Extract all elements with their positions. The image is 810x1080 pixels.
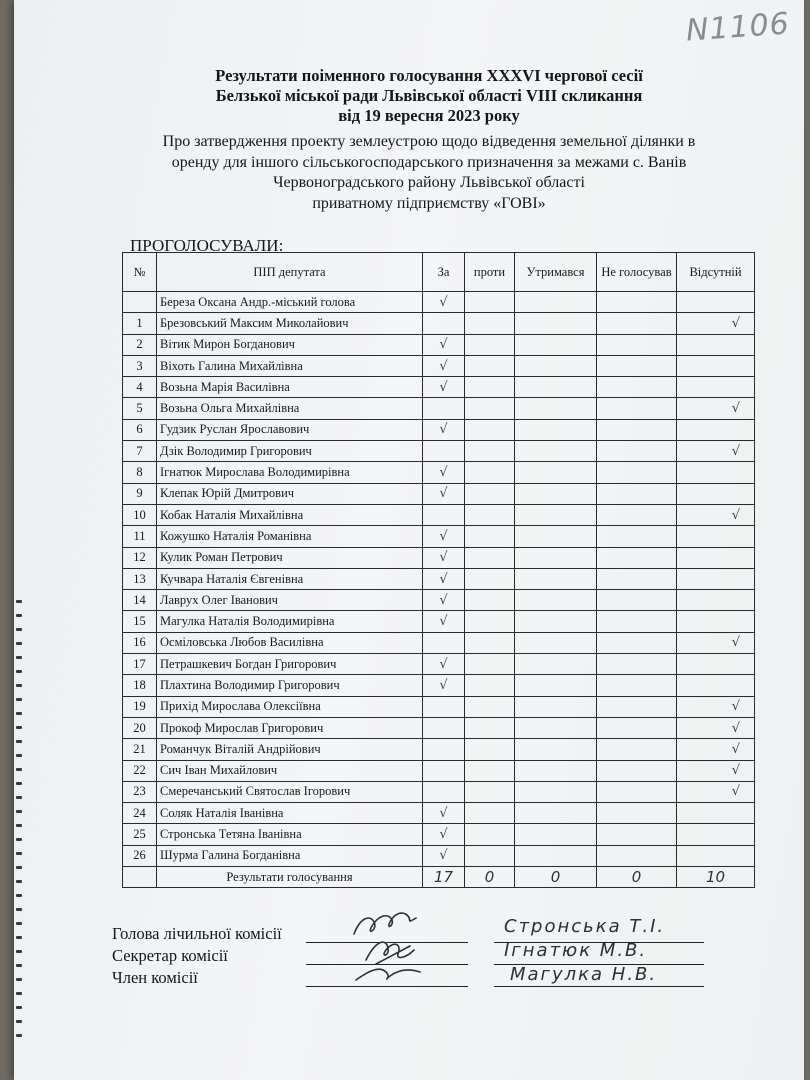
vote-against-mark	[465, 313, 515, 334]
table-header-row	[123, 253, 755, 292]
vote-absent-mark	[677, 483, 755, 504]
deputy-name: Кучвара Наталія Євгенівна	[157, 568, 423, 589]
deputy-name: Возьна Ольга Михайлівна	[157, 398, 423, 419]
vote-abstained-mark	[515, 824, 597, 845]
vote-abstained-mark	[515, 355, 597, 376]
vote-for-mark: √	[423, 547, 465, 568]
title-line-1: Результати поіменного голосування XXXVI чергової сесії	[215, 66, 643, 85]
vote-abstained-mark	[515, 398, 597, 419]
vote-against-mark	[465, 398, 515, 419]
row-number	[123, 292, 157, 313]
document-title	[104, 66, 754, 126]
deputy-name: Шурма Галина Богданівна	[157, 845, 423, 866]
table-row	[123, 483, 755, 504]
vote-absent-mark	[677, 568, 755, 589]
table-row	[123, 419, 755, 440]
secretary-name: Ігнатюк М.В.	[504, 940, 648, 961]
deputy-name: Кулик Роман Петрович	[157, 547, 423, 568]
vote-abstained-mark	[515, 547, 597, 568]
table-row	[123, 398, 755, 419]
vote-not-voted-mark	[597, 441, 677, 462]
vote-not-voted-mark	[597, 355, 677, 376]
vote-absent-mark	[677, 419, 755, 440]
header-for: За	[423, 253, 465, 292]
vote-against-mark	[465, 504, 515, 525]
row-number: 14	[123, 590, 157, 611]
vote-against-mark	[465, 824, 515, 845]
vote-not-voted-mark	[597, 568, 677, 589]
vote-not-voted-mark	[597, 504, 677, 525]
vote-against-mark	[465, 419, 515, 440]
row-number: 12	[123, 547, 157, 568]
vote-absent-mark	[677, 845, 755, 866]
row-number: 10	[123, 504, 157, 525]
binder-dot	[16, 894, 22, 897]
vote-not-voted-mark	[597, 696, 677, 717]
vote-for-mark: √	[423, 654, 465, 675]
row-number: 9	[123, 483, 157, 504]
binder-dot	[16, 1006, 22, 1009]
binder-dot	[16, 726, 22, 729]
vote-not-voted-mark	[597, 654, 677, 675]
binder-dot	[16, 922, 22, 925]
total-abstained: 0	[515, 867, 597, 888]
vote-for-mark: √	[423, 845, 465, 866]
table-row	[123, 292, 755, 313]
vote-absent-mark: √	[677, 632, 755, 653]
table-row	[123, 526, 755, 547]
header-num: №	[123, 253, 157, 292]
vote-absent-mark	[677, 526, 755, 547]
row-number: 6	[123, 419, 157, 440]
header-name: ПІП депутата	[157, 253, 423, 292]
member-name: Магулка Н.В.	[510, 964, 658, 985]
deputy-name: Клепак Юрій Дмитрович	[157, 483, 423, 504]
deputy-name: Лаврух Олег Іванович	[157, 590, 423, 611]
vote-abstained-mark	[515, 632, 597, 653]
table-row	[123, 504, 755, 525]
vote-table	[122, 252, 755, 888]
document-page	[14, 0, 804, 1080]
vote-absent-mark	[677, 675, 755, 696]
vote-absent-mark: √	[677, 717, 755, 738]
row-number: 20	[123, 717, 157, 738]
vote-against-mark	[465, 568, 515, 589]
vote-against-mark	[465, 483, 515, 504]
vote-for-mark	[423, 504, 465, 525]
table-row	[123, 611, 755, 632]
vote-for-mark	[423, 760, 465, 781]
table-row	[123, 590, 755, 611]
vote-for-mark	[423, 398, 465, 419]
vote-absent-mark	[677, 590, 755, 611]
vote-abstained-mark	[515, 803, 597, 824]
table-row	[123, 632, 755, 653]
vote-not-voted-mark	[597, 419, 677, 440]
vote-abstained-mark	[515, 845, 597, 866]
binder-edge	[14, 0, 28, 1080]
vote-for-mark: √	[423, 526, 465, 547]
vote-absent-mark	[677, 377, 755, 398]
handwritten-signatures	[336, 900, 436, 990]
table-row	[123, 696, 755, 717]
binder-dot	[16, 614, 22, 617]
commission-chair-role: Голова лічильної комісії	[112, 924, 282, 943]
deputy-name: Смеречанський Святослав Ігорович	[157, 781, 423, 802]
vote-for-mark: √	[423, 568, 465, 589]
vote-absent-mark: √	[677, 504, 755, 525]
row-number: 26	[123, 845, 157, 866]
deputy-name: Петрашкевич Богдан Григорович	[157, 654, 423, 675]
deputy-name: Кобак Наталія Михайлівна	[157, 504, 423, 525]
row-number: 8	[123, 462, 157, 483]
deputy-name: Соляк Наталія Іванівна	[157, 803, 423, 824]
row-number: 5	[123, 398, 157, 419]
deputy-name: Ігнатюк Мирослава Володимирівна	[157, 462, 423, 483]
vote-against-mark	[465, 334, 515, 355]
vote-against-mark	[465, 654, 515, 675]
vote-not-voted-mark	[597, 781, 677, 802]
table-row	[123, 781, 755, 802]
row-number: 17	[123, 654, 157, 675]
deputy-name: Возьна Марія Василівна	[157, 377, 423, 398]
binder-dot	[16, 1034, 22, 1037]
subject-line-2: оренду для іншого сільськогосподарського призначення за межами с. Ванів	[171, 153, 687, 171]
binder-dot	[16, 978, 22, 981]
row-number: 21	[123, 739, 157, 760]
vote-abstained-mark	[515, 568, 597, 589]
binder-dot	[16, 908, 22, 911]
vote-absent-mark: √	[677, 398, 755, 419]
deputy-name: Вітик Мирон Богданович	[157, 334, 423, 355]
vote-abstained-mark	[515, 441, 597, 462]
vote-abstained-mark	[515, 526, 597, 547]
deputy-name: Прихід Мирослава Олексіївна	[157, 696, 423, 717]
binder-dot	[16, 810, 22, 813]
vote-abstained-mark	[515, 675, 597, 696]
vote-not-voted-mark	[597, 803, 677, 824]
table-row	[123, 654, 755, 675]
vote-absent-mark	[677, 547, 755, 568]
binder-dot	[16, 880, 22, 883]
deputy-name: Стронська Тетяна Іванівна	[157, 824, 423, 845]
vote-for-mark: √	[423, 377, 465, 398]
vote-abstained-mark	[515, 419, 597, 440]
deputy-name: Брезовський Максим Миколайович	[157, 313, 423, 334]
binder-dot	[16, 838, 22, 841]
vote-against-mark	[465, 632, 515, 653]
binder-dot	[16, 600, 22, 603]
vote-not-voted-mark	[597, 717, 677, 738]
deputy-name: Сич Іван Михайлович	[157, 760, 423, 781]
vote-against-mark	[465, 462, 515, 483]
vote-against-mark	[465, 526, 515, 547]
deputy-name: Віхоть Галина Михайлівна	[157, 355, 423, 376]
commission-secretary-role: Секретар комісії	[112, 946, 228, 965]
table-row	[123, 739, 755, 760]
binder-dot	[16, 628, 22, 631]
table-row	[123, 717, 755, 738]
subject-line-3: Червоноградського району Львівської області	[273, 174, 585, 191]
vote-against-mark	[465, 760, 515, 781]
vote-against-mark	[465, 292, 515, 313]
vote-not-voted-mark	[597, 590, 677, 611]
vote-abstained-mark	[515, 590, 597, 611]
binder-dot	[16, 950, 22, 953]
total-not-voted: 0	[597, 867, 677, 888]
binder-dot	[16, 796, 22, 799]
vote-against-mark	[465, 377, 515, 398]
document-number: N1106	[684, 6, 791, 49]
vote-absent-mark: √	[677, 781, 755, 802]
vote-for-mark	[423, 632, 465, 653]
vote-absent-mark	[677, 611, 755, 632]
vote-for-mark	[423, 781, 465, 802]
subject-line-4: приватному підприємству «ГОВІ»	[312, 194, 546, 212]
vote-abstained-mark	[515, 611, 597, 632]
row-number: 24	[123, 803, 157, 824]
binder-dot	[16, 782, 22, 785]
totals-row	[123, 867, 755, 888]
vote-not-voted-mark	[597, 526, 677, 547]
row-number: 16	[123, 632, 157, 653]
vote-abstained-mark	[515, 696, 597, 717]
row-number: 13	[123, 568, 157, 589]
vote-for-mark: √	[423, 355, 465, 376]
deputy-name: Кожушко Наталія Романівна	[157, 526, 423, 547]
binder-dot	[16, 866, 22, 869]
row-number: 7	[123, 441, 157, 462]
vote-abstained-mark	[515, 292, 597, 313]
vote-not-voted-mark	[597, 739, 677, 760]
vote-absent-mark	[677, 334, 755, 355]
row-number: 3	[123, 355, 157, 376]
vote-not-voted-mark	[597, 547, 677, 568]
vote-not-voted-mark	[597, 824, 677, 845]
table-row	[123, 824, 755, 845]
table-row	[123, 547, 755, 568]
vote-not-voted-mark	[597, 398, 677, 419]
vote-abstained-mark	[515, 739, 597, 760]
table-row	[123, 462, 755, 483]
binder-dot	[16, 1020, 22, 1023]
commission-member-role: Член комісії	[112, 968, 198, 987]
vote-not-voted-mark	[597, 334, 677, 355]
row-number: 18	[123, 675, 157, 696]
binder-dot	[16, 754, 22, 757]
vote-abstained-mark	[515, 313, 597, 334]
deputy-name: Романчук Віталій Андрійович	[157, 739, 423, 760]
binder-dot	[16, 852, 22, 855]
total-absent: 10	[677, 867, 755, 888]
deputy-name: Дзік Володимир Григорович	[157, 441, 423, 462]
vote-against-mark	[465, 611, 515, 632]
member-name-line	[494, 986, 704, 987]
total-for: 17	[423, 867, 465, 888]
binder-dot	[16, 992, 22, 995]
binder-dot	[16, 964, 22, 967]
vote-for-mark: √	[423, 334, 465, 355]
table-row	[123, 355, 755, 376]
vote-against-mark	[465, 696, 515, 717]
vote-against-mark	[465, 717, 515, 738]
vote-not-voted-mark	[597, 675, 677, 696]
vote-for-mark	[423, 441, 465, 462]
vote-not-voted-mark	[597, 483, 677, 504]
row-number: 2	[123, 334, 157, 355]
header-absent: Відсутній	[677, 253, 755, 292]
totals-label: Результати голосування	[157, 867, 423, 888]
vote-for-mark: √	[423, 419, 465, 440]
vote-abstained-mark	[515, 717, 597, 738]
header-against: проти	[465, 253, 515, 292]
vote-for-mark: √	[423, 590, 465, 611]
vote-for-mark: √	[423, 675, 465, 696]
totals-empty-cell	[123, 867, 157, 888]
header-not-voted: Не голосував	[597, 253, 677, 292]
voted-label: ПРОГОЛОСУВАЛИ:	[130, 236, 284, 255]
vote-abstained-mark	[515, 334, 597, 355]
row-number: 25	[123, 824, 157, 845]
vote-abstained-mark	[515, 483, 597, 504]
vote-not-voted-mark	[597, 292, 677, 313]
deputy-name: Магулка Наталія Володимирівна	[157, 611, 423, 632]
vote-absent-mark	[677, 824, 755, 845]
binder-dot	[16, 642, 22, 645]
vote-absent-mark	[677, 355, 755, 376]
row-number: 4	[123, 377, 157, 398]
row-number: 15	[123, 611, 157, 632]
vote-absent-mark	[677, 462, 755, 483]
vote-not-voted-mark	[597, 377, 677, 398]
table-row	[123, 760, 755, 781]
table-row	[123, 845, 755, 866]
row-number: 23	[123, 781, 157, 802]
title-line-2: Белзької міської ради Львівської області VIII скликання	[215, 86, 643, 105]
vote-against-mark	[465, 355, 515, 376]
vote-for-mark: √	[423, 292, 465, 313]
vote-not-voted-mark	[597, 462, 677, 483]
vote-absent-mark	[677, 803, 755, 824]
vote-against-mark	[465, 781, 515, 802]
vote-abstained-mark	[515, 504, 597, 525]
vote-abstained-mark	[515, 377, 597, 398]
vote-not-voted-mark	[597, 632, 677, 653]
vote-against-mark	[465, 739, 515, 760]
vote-not-voted-mark	[597, 845, 677, 866]
vote-not-voted-mark	[597, 611, 677, 632]
vote-for-mark	[423, 313, 465, 334]
deputy-name: Береза Оксана Андр.-міський голова	[157, 292, 423, 313]
binder-dot	[16, 712, 22, 715]
row-number: 22	[123, 760, 157, 781]
header-abstained: Утримався	[515, 253, 597, 292]
row-number: 11	[123, 526, 157, 547]
vote-for-mark: √	[423, 803, 465, 824]
row-number: 1	[123, 313, 157, 334]
vote-absent-mark: √	[677, 760, 755, 781]
vote-absent-mark: √	[677, 739, 755, 760]
binder-dot	[16, 656, 22, 659]
document-subject	[104, 132, 754, 214]
deputy-name: Гудзик Руслан Ярославович	[157, 419, 423, 440]
vote-for-mark: √	[423, 462, 465, 483]
binder-dot	[16, 684, 22, 687]
table-row	[123, 675, 755, 696]
vote-against-mark	[465, 590, 515, 611]
deputy-name: Осміловська Любов Василівна	[157, 632, 423, 653]
binder-dot	[16, 824, 22, 827]
vote-not-voted-mark	[597, 313, 677, 334]
table-row	[123, 568, 755, 589]
vote-against-mark	[465, 675, 515, 696]
table-row	[123, 803, 755, 824]
binder-dot	[16, 698, 22, 701]
vote-for-mark: √	[423, 483, 465, 504]
vote-against-mark	[465, 441, 515, 462]
vote-for-mark: √	[423, 611, 465, 632]
vote-for-mark	[423, 739, 465, 760]
table-row	[123, 334, 755, 355]
subject-line-1: Про затвердження проекту землеустрою щодо відведення земельної ділянки в	[162, 133, 696, 150]
vote-against-mark	[465, 803, 515, 824]
table-row	[123, 377, 755, 398]
title-line-3: від 19 вересня 2023 року	[338, 106, 520, 125]
binder-dot	[16, 768, 22, 771]
vote-absent-mark	[677, 654, 755, 675]
vote-abstained-mark	[515, 760, 597, 781]
vote-against-mark	[465, 845, 515, 866]
total-against: 0	[465, 867, 515, 888]
table-row	[123, 313, 755, 334]
vote-for-mark	[423, 717, 465, 738]
vote-for-mark: √	[423, 824, 465, 845]
deputy-name: Плахтина Володимир Григорович	[157, 675, 423, 696]
vote-absent-mark: √	[677, 696, 755, 717]
binder-dot	[16, 670, 22, 673]
vote-absent-mark: √	[677, 313, 755, 334]
binder-dot	[16, 740, 22, 743]
vote-not-voted-mark	[597, 760, 677, 781]
vote-abstained-mark	[515, 781, 597, 802]
chair-name: Стронська Т.І.	[504, 916, 666, 937]
vote-against-mark	[465, 547, 515, 568]
binder-dot	[16, 936, 22, 939]
vote-for-mark	[423, 696, 465, 717]
deputy-name: Прокоф Мирослав Григорович	[157, 717, 423, 738]
vote-absent-mark: √	[677, 441, 755, 462]
vote-abstained-mark	[515, 462, 597, 483]
vote-abstained-mark	[515, 654, 597, 675]
vote-absent-mark	[677, 292, 755, 313]
table-row	[123, 441, 755, 462]
row-number: 19	[123, 696, 157, 717]
